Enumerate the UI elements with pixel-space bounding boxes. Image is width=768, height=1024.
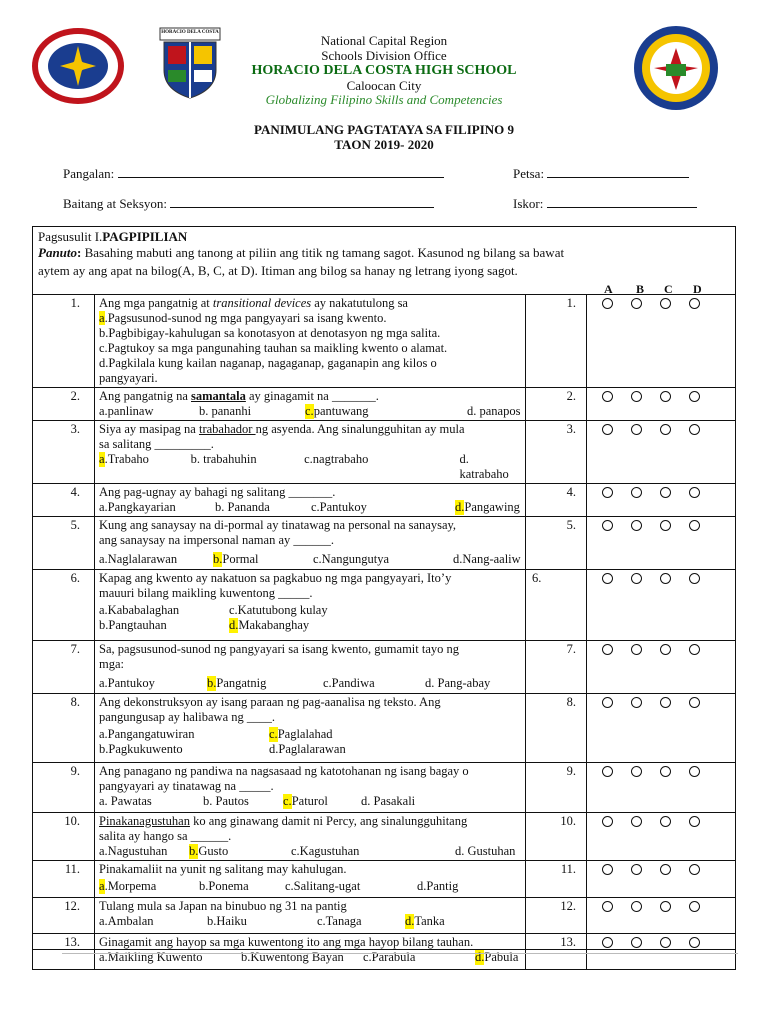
question-number: 11. xyxy=(33,861,95,898)
part-heading xyxy=(38,228,187,245)
bubble-d[interactable] xyxy=(689,573,700,584)
page-bottom-rule xyxy=(62,953,738,954)
bubble-b[interactable] xyxy=(631,520,642,531)
bubble-b[interactable] xyxy=(631,487,642,498)
division-line: Schools Division Office xyxy=(321,48,447,63)
question-body: Ang pangatnig na samantala ay ginagamit na _______. a.panlinaw b. pananhi c.pantuwang d. panapos xyxy=(95,388,526,421)
answer-bubbles xyxy=(587,570,736,641)
column-b-label: B xyxy=(636,282,645,296)
bubble-b[interactable] xyxy=(631,391,642,402)
bubble-a[interactable] xyxy=(602,864,613,875)
question-row xyxy=(33,388,736,421)
question-body: Pinakamaliit na yunit ng salitang may kahulugan. a.Morpema b.Ponema c.Salitang-ugat d.Pantig xyxy=(95,861,526,898)
bubble-d[interactable] xyxy=(689,644,700,655)
city-line: Caloocan City xyxy=(346,78,422,93)
question-body: Tulang mula sa Japan na binubuo ng 31 na pantig a.Ambalan b.Haiku c.Tanaga d.Tanka xyxy=(95,898,526,934)
column-c-label: C xyxy=(664,282,673,296)
question-number: 5. xyxy=(33,517,95,570)
exam-title: PANIMULANG PAGTATAYA SA FILIPINO 9 xyxy=(253,122,515,137)
question-number: 6. xyxy=(33,570,95,641)
bubble-a[interactable] xyxy=(602,298,613,309)
question-row xyxy=(33,484,736,517)
question-row xyxy=(33,694,736,763)
question-body: Ang dekonstruksyon ay isang paraan ng pag-aanalisa ng teksto. Ang pangungusap ay halibawa ng ____. a.Pangangatuwiran c.Paglalahad b.Pagkukuwento d.Paglalarawan xyxy=(95,694,526,763)
bubble-b[interactable] xyxy=(631,298,642,309)
question-row xyxy=(33,813,736,861)
answer-number: 7. xyxy=(526,641,587,694)
bubble-a[interactable] xyxy=(602,487,613,498)
bubble-b[interactable] xyxy=(631,766,642,777)
question-body: Ang mga pangatnig at transitional devices ay nakatutulong sa a.Pagsusunod-sunod ng mga pangyayari sa isang kwento. b.Pagbibigay-kahulugan sa konotasyon at denotasyon ng mga salita. c.Pagtukoy sa mga pangunahing tauhan sa maikling kwento o alamat. d.Pagkilala kung kailan naganap, nagaganap, gaganapin ang kilos o pangyayari. xyxy=(95,295,526,388)
section-line[interactable] xyxy=(170,196,434,208)
answer-highlight: a xyxy=(99,311,105,325)
bubble-c[interactable] xyxy=(660,391,671,402)
bubble-b[interactable] xyxy=(631,901,642,912)
answer-number: 3. xyxy=(526,421,587,484)
question-body: Ang panagano ng pandiwa na nagsasaad ng katotohanan ng isang bagay o pangyayari ay tinatawag na _____. a. Pawatas b. Pautos c.Paturol d. Pasakali xyxy=(95,763,526,813)
question-row xyxy=(33,934,736,970)
bubble-a[interactable] xyxy=(602,520,613,531)
instructions-line2: aytem ay ang apat na bilog(A, B, C, at D). Itiman ang bilog sa hanay ng letrang iyong sagot. xyxy=(38,263,518,278)
answer-bubbles xyxy=(587,763,736,813)
section-label: Baitang at Seksyon: xyxy=(63,196,167,211)
shield-label: HORACIO DELA COSTA xyxy=(161,30,219,35)
date-line[interactable] xyxy=(547,166,689,178)
question-body: Siya ay masipag na trabahador ng asyenda. Ang sinalungguhitan ay mula sa salitang _________. a.Trabaho b. trabahuhin c.nagtrabaho d. katrabaho xyxy=(95,421,526,484)
bubble-c[interactable] xyxy=(660,937,671,948)
answer-number: 1. xyxy=(526,295,587,388)
score-label: Iskor: xyxy=(513,196,544,211)
questions-table xyxy=(32,294,736,970)
question-body: Ginagamit ang hayop sa mga kuwentong ito ang mga hayop bilang tauhan. a.Maikling Kuwento b.Kuwentong Bayan c.Parabula d.Pabula xyxy=(95,934,526,970)
bubble-c[interactable] xyxy=(660,424,671,435)
bubble-c[interactable] xyxy=(660,487,671,498)
bubble-d[interactable] xyxy=(689,901,700,912)
question-row xyxy=(33,861,736,898)
school-name: HORACIO DELA COSTA HIGH SCHOOL xyxy=(251,63,517,78)
bubble-c[interactable] xyxy=(660,573,671,584)
bubble-d[interactable] xyxy=(689,766,700,777)
question-row xyxy=(33,641,736,694)
bubble-a[interactable] xyxy=(602,901,613,912)
answer-bubbles xyxy=(587,421,736,484)
panuto-label: Panuto xyxy=(38,245,78,260)
region-line: National Capital Region xyxy=(320,33,448,48)
bubble-b[interactable] xyxy=(631,816,642,827)
question-body: Kapag ang kwento ay nakatuon sa pagkabuo ng mga pangyayari, Ito’y mauuri bilang maikling kuwentong _____. a.Kababalaghan c.Katutubong kulay b.Pangtauhan d.Makabanghay xyxy=(95,570,526,641)
bubble-d[interactable] xyxy=(689,864,700,875)
bubble-d[interactable] xyxy=(689,424,700,435)
answer-number: 2. xyxy=(526,388,587,421)
bubble-a[interactable] xyxy=(602,644,613,655)
bubble-b[interactable] xyxy=(631,424,642,435)
question-row xyxy=(33,421,736,484)
question-number: 1. xyxy=(33,295,95,388)
question-number: 13. xyxy=(33,934,95,970)
column-a-label: A xyxy=(604,282,613,296)
answer-number: 5. xyxy=(526,517,587,570)
name-label: Pangalan: xyxy=(63,166,115,181)
bubble-b[interactable] xyxy=(631,644,642,655)
instructions: Panuto: Basahing mabuti ang tanong at piliin ang titik ng tamang sagot. Kasunod ng bilang sa bawat xyxy=(38,245,565,260)
bubble-d[interactable] xyxy=(689,487,700,498)
bubble-d[interactable] xyxy=(689,697,700,708)
answer-bubbles xyxy=(587,934,736,970)
answer-bubbles xyxy=(587,388,736,421)
score-line[interactable] xyxy=(547,196,697,208)
question-row xyxy=(33,295,736,388)
bubble-a[interactable] xyxy=(602,816,613,827)
answer-bubbles xyxy=(587,295,736,388)
answer-bubbles xyxy=(587,641,736,694)
bubble-b[interactable] xyxy=(631,937,642,948)
answer-number: 11. xyxy=(526,861,587,898)
question-body: Pinakanagustuhan ko ang ginawang damit ni Percy, ang sinalungguhitang salita ay hango sa ______. a.Nagustuhan b.Gusto c.Kagustuhan d. Gustuhan xyxy=(95,813,526,861)
answer-bubbles xyxy=(587,898,736,934)
bubble-d[interactable] xyxy=(689,816,700,827)
name-line[interactable] xyxy=(118,166,444,178)
question-body: Ang pag-ugnay ay bahagi ng salitang _______. a.Pangkayarian b. Pananda c.Pantukoy d.Pangawing xyxy=(95,484,526,517)
bubble-d[interactable] xyxy=(689,391,700,402)
question-number: 10. xyxy=(33,813,95,861)
answer-bubbles xyxy=(587,694,736,763)
bubble-c[interactable] xyxy=(660,520,671,531)
question-number: 9. xyxy=(33,763,95,813)
answer-bubbles xyxy=(587,813,736,861)
school-motto: Globalizing Filipino Skills and Competencies xyxy=(265,92,503,107)
answer-number: 9. xyxy=(526,763,587,813)
section-field[interactable] xyxy=(63,196,434,212)
bubble-a[interactable] xyxy=(602,766,613,777)
exam-year: TAON 2019- 2020 xyxy=(334,137,434,152)
bubble-a[interactable] xyxy=(602,937,613,948)
question-number: 4. xyxy=(33,484,95,517)
question-row xyxy=(33,763,736,813)
question-number: 8. xyxy=(33,694,95,763)
date-label: Petsa: xyxy=(513,166,545,181)
score-field[interactable] xyxy=(513,196,697,212)
bubble-c[interactable] xyxy=(660,298,671,309)
answer-bubbles xyxy=(587,517,736,570)
question-number: 12. xyxy=(33,898,95,934)
question-body: Sa, pagsusunod-sunod ng pangyayari sa isang kwento, gumamit tayo ng mga: a.Pantukoy b.Pangatnig c.Pandiwa d. Pang-abay xyxy=(95,641,526,694)
answer-number: 13. xyxy=(526,934,587,970)
bubble-a[interactable] xyxy=(602,424,613,435)
question-number: 3. xyxy=(33,421,95,484)
bubble-b[interactable] xyxy=(631,864,642,875)
question-row xyxy=(33,570,736,641)
bubble-b[interactable] xyxy=(631,697,642,708)
answer-bubbles xyxy=(587,484,736,517)
question-row xyxy=(33,898,736,934)
part-prefix: Pagsusulit I. xyxy=(38,229,103,244)
bubble-a[interactable] xyxy=(602,697,613,708)
bubble-d[interactable] xyxy=(689,520,700,531)
question-row xyxy=(33,517,736,570)
bubble-a[interactable] xyxy=(602,573,613,584)
answer-number: 10. xyxy=(526,813,587,861)
bubble-c[interactable] xyxy=(660,816,671,827)
name-field[interactable] xyxy=(63,166,444,182)
bubble-b[interactable] xyxy=(631,573,642,584)
answer-number: 12. xyxy=(526,898,587,934)
bubble-c[interactable] xyxy=(660,864,671,875)
answer-number: 8. xyxy=(526,694,587,763)
bubble-d[interactable] xyxy=(689,937,700,948)
panuto-line1: Basahing mabuti ang tanong at piliin ang titik ng tamang sagot. Kasunod ng bilang sa bawat xyxy=(84,245,565,260)
bubble-c[interactable] xyxy=(660,644,671,655)
date-field[interactable] xyxy=(513,166,689,182)
bubble-a[interactable] xyxy=(602,391,613,402)
answer-bubbles xyxy=(587,861,736,898)
question-number: 7. xyxy=(33,641,95,694)
column-d-label: D xyxy=(693,282,702,296)
question-number: 2. xyxy=(33,388,95,421)
part-title: PAGPIPILIAN xyxy=(102,229,188,244)
bubble-c[interactable] xyxy=(660,697,671,708)
answer-number: 6. xyxy=(526,570,587,641)
bubble-c[interactable] xyxy=(660,766,671,777)
bubble-c[interactable] xyxy=(660,901,671,912)
bubble-d[interactable] xyxy=(689,298,700,309)
answer-number: 4. xyxy=(526,484,587,517)
question-body: Kung ang sanaysay na di-pormal ay tinatawag na personal na sanaysay, ang sanaysay na impersonal naman ay ______. a.Naglalarawan b.Pormal c.Nangungutya d.Nang-aaliw xyxy=(95,517,526,570)
